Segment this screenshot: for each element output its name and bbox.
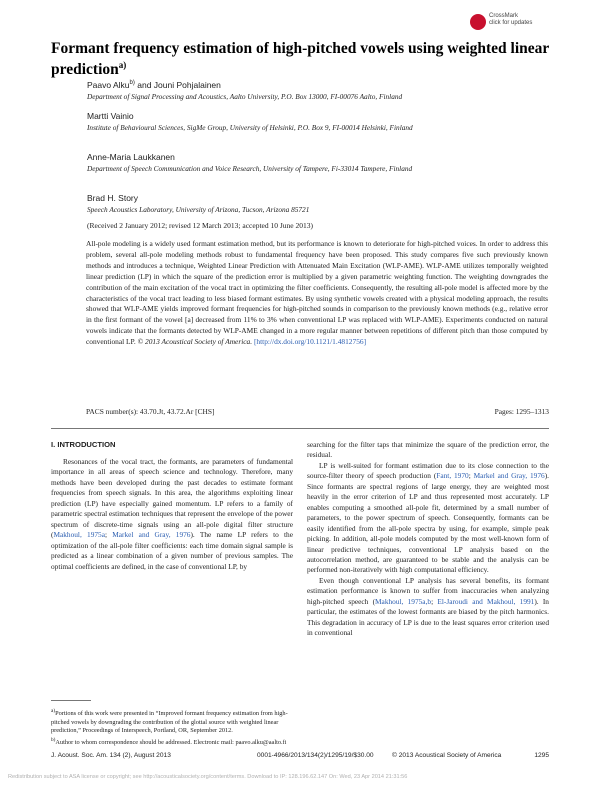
affiliation-2: Institute of Behavioural Sciences, SigMe Group, University of Helsinki, P.O. Box 9, FI-00014 Helsinki, Finland <box>87 123 413 132</box>
citation-el-jaroudi-makhoul-1991[interactable]: El-Jaroudi and Makhoul, 1991 <box>437 596 535 606</box>
affiliation-3: Department of Speech Communication and Voice Research, University of Tampere, Fi-33014 Tampere, Finland <box>87 164 413 173</box>
footer-copyright: © 2013 Acoustical Society of America <box>392 752 502 759</box>
affiliation-4: Speech Acoustics Laboratory, University of Arizona, Tucson, Arizona 85721 <box>87 205 310 214</box>
citation-fant-1970[interactable]: Fant, 1970 <box>436 471 469 481</box>
citation-markel-gray-1976-b[interactable]: Markel and Gray, 1976 <box>473 471 545 481</box>
crossmark-text: CrossMark click for updates <box>489 13 533 26</box>
pacs-numbers: PACS number(s): 43.70.Jt, 43.72.Ar [CHS] <box>86 407 215 416</box>
author-line-3: Anne-Maria Laukkanen <box>87 152 175 162</box>
affiliation-1: Department of Signal Processing and Acoustics, Aalto University, P.O. Box 13000, FI-00076 Aalto, Finland <box>87 92 403 101</box>
redistribution-notice: Redistribution subject to ASA license or copyright; see http://acousticalsociety.org/content/terms. Download to IP: 128.196.62.147 On: Wed, 23 Apr 2014 21:31:56 <box>8 774 408 780</box>
footnotes <box>51 707 293 748</box>
right-column-text: searching for the filter taps that minimize the square of the prediction error, the residual. LP is well-suited for formant estimation due to its close connection to the source-filter theory of speech production (Fant, 1970; Markel and Gray, 1976). Since formants are spectral regions of large energy, they are weighted most heavily in the error criterion of LP and thus represented most accurately. LP enables computing a smoothed all-pole fit, determined by a small number of parameters, to the power spectrum of speech. Consequently, formants can be easily identified from the all-pole spectra by using, for example, simple peak picking. In addition, all-pole models computed by the most well-known form of linear predictive techniques, conventional LP analysis based on the autocorrelation method, are guaranteed to be stable and the analysis can be performed non-iteratively with high computational efficiency. Even though conventional LP analysis has several benefits, its formant estimation performance is known to suffer from inaccuracies when analyzing high-pitched speech (Makhoul, 1975a,b; El-Jaroudi and Makhoul, 1991). In particular, the estimates of the lowest formants are biased by the pitch harmonics. This degradation in accuracy of LP is due to the least squares error criterion used in conventional <box>307 440 549 638</box>
author-line-2: Martti Vainio <box>87 111 134 121</box>
citation-makhoul-1975a[interactable]: Makhoul, 1975a <box>53 530 105 540</box>
citation-markel-gray-1976[interactable]: Markel and Gray, 1976 <box>112 530 191 540</box>
article-code: 0001-4966/2013/134(2)/1295/19/$30.00 <box>257 752 374 759</box>
footnote-a: $^{a)}$Portions of this work were presented in “Improved formant frequency estimation from high-pitched vowels by downgrading the contribution of the glottal source with weighted linear prediction,” Proceedings of Interspeech, Portland, OR, September 2012. <box>51 708 288 735</box>
footnote-b: $^{b)}$Author to whom correspondence should be addressed. Electronic mail: paavo.alku@aalto.fi <box>51 736 287 746</box>
citation-makhoul-1975ab[interactable]: Makhoul, 1975a,b <box>375 596 432 606</box>
title-footnote-mark[interactable]: a) <box>118 60 127 70</box>
author-line-1: Paavo Alku$^{b)}$ and Jouni Pohjalainen <box>87 80 221 90</box>
received-dates: (Received 2 January 2012; revised 12 March 2013; accepted 10 June 2013) <box>87 221 313 230</box>
journal-citation: J. Acoust. Soc. Am. 134 (2), August 2013 <box>51 752 171 759</box>
abstract-copyright: © 2013 Acoustical Society of America. <box>137 337 253 347</box>
page-number: 1295 <box>534 752 549 759</box>
crossmark-logo[interactable] <box>470 10 542 36</box>
doi-link[interactable]: [http://dx.doi.org/10.1121/1.4812756] <box>253 337 367 347</box>
abstract: All-pole modeling is a widely used formant estimation method, but its performance is known to deteriorate for high-pitched voices. In order to address this problem, several all-pole modeling methods robust to fundamental frequency have been proposed. This study compares five such previously known methods and introduces a technique, Weighted Linear Prediction with Attenuated Main Excitation (WLP-AME). WLP-AME utilizes temporally weighted linear prediction (LP) in which the square of the prediction error is multiplied by a given parametric weighting function. The weighting downgrades the contribution of the main excitation of the vocal tract in optimizing the filter coefficients. Consequently, the resulting all-pole model is affected more by the characteristics of the vocal tract leading to less biased formant estimates. By using synthetic vowels created with a physical modeling approach, the results showed that WLP-AME yields improved formant frequencies for high-pitched sounds in comparison to the previously known methods (e.g., relative error in the first formant of the vowel [a] decreased from 11% to 3% when conventional LP was replaced with WLP-AME). Experiments conducted on natural vowels indicate that the formants detected by WLP-AME changed in a more regular manner between repetitions of different pitch than those computed by conventional LP. © 2013 Acoustical Society of America. [http://dx.doi.org/10.1121/1.4812756] <box>86 239 548 347</box>
paper-title: Formant frequency estimation of high-pitched vowels using weighted linear prediction$^{a)}$ <box>51 40 550 79</box>
footnote-divider <box>51 700 91 701</box>
crossmark-icon <box>470 14 486 30</box>
left-column-text: Resonances of the vocal tract, the formants, are parameters of fundamental importance in all areas of speech science and technology. Therefore, many methods have been developed during the past decades to estimate formant frequencies from speech signals. In this area, the algorithms exploiting linear prediction (LP) have especially gained momentum. LP refers to a family of parametric spectral estimation techniques that represent the envelope of the power spectrum of discrete-time signals using an all-pole digital filter structure (Makhoul, 1975a; Markel and Gray, 1976). The name LP refers to the optimization of the all-pole filter coefficients: each time domain signal sample is predicted as a linear combination of a given number of previous samples. The optimal coefficients are defined, in the case of conventional LP, by <box>51 457 293 571</box>
page-range: Pages: 1295–1313 <box>494 407 549 416</box>
author-line-4: Brad H. Story <box>87 193 139 203</box>
section-heading: I. INTRODUCTION <box>51 440 116 449</box>
section-divider <box>51 428 549 429</box>
